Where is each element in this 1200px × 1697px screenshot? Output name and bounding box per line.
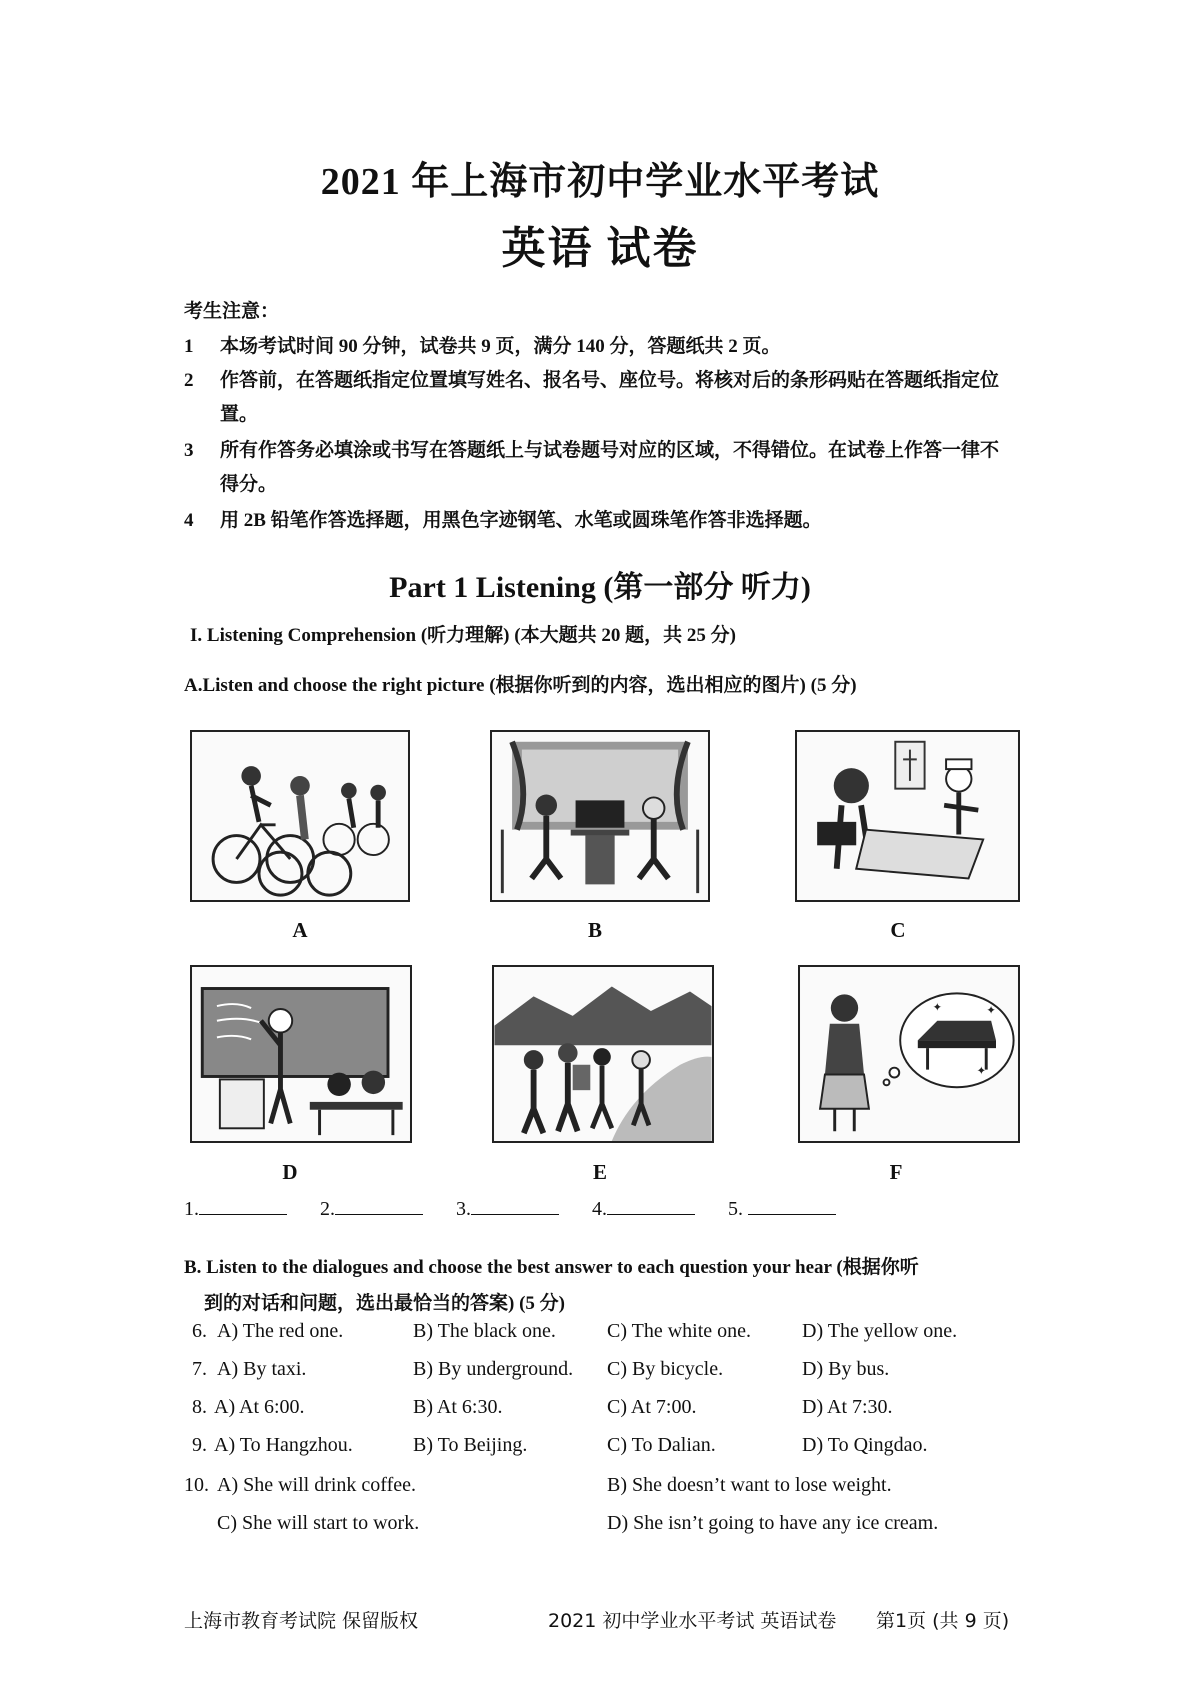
blank-item: 2.: [320, 1196, 423, 1221]
notice-heading: 考生注意：: [184, 301, 280, 322]
footer-copyright: 上海市教育考试院 保留版权: [184, 1610, 419, 1632]
question-number: 6.: [192, 1320, 207, 1342]
notice-text: 作答前，在答题纸指定位置填写姓名、报名号、座位号。将核对后的条形码贴在答题纸指定位置。: [220, 370, 1000, 425]
option-d: D) By bus.: [802, 1358, 890, 1380]
option-c: C) She will start to work.: [217, 1512, 420, 1534]
section-a-instruction: A.Listen and choose the right picture (根据你听到的内容，选出相应的图片) (5 分): [184, 675, 857, 696]
footer-exam-name: 2021 初中学业水平考试 英语试卷: [548, 1610, 837, 1632]
option-a: A) The red one.: [217, 1320, 344, 1342]
notice-text: 用 2B 铅笔作答选择题，用黑色字迹钢笔、水笔或圆珠笔作答非选择题。: [220, 510, 822, 531]
option-d: D) She isn’t going to have any ice cream.: [607, 1512, 939, 1534]
section-b-line-1: B. Listen to the dialogues and choose the best answer to each question your hear (根据你听: [184, 1257, 919, 1278]
section-b-line-2: 到的对话和问题，选出最恰当的答案) (5 分): [204, 1293, 565, 1314]
answer-blank-4[interactable]: [607, 1196, 695, 1215]
question-number: 8.: [192, 1396, 207, 1418]
option-d: D) At 7:30.: [802, 1396, 893, 1418]
option-a: A) To Hangzhou.: [214, 1434, 353, 1456]
picture-label-e: E: [592, 1160, 607, 1184]
option-b: B) By underground.: [413, 1358, 574, 1380]
picture-label-f: F: [889, 1160, 903, 1184]
option-b: B) She doesn’t want to lose weight.: [607, 1474, 892, 1496]
option-b: B) To Beijing.: [413, 1434, 528, 1456]
answer-blank-1[interactable]: [199, 1196, 287, 1215]
classroom-picture: [190, 965, 412, 1143]
answer-blank-3[interactable]: [471, 1196, 559, 1215]
answer-blank-2[interactable]: [335, 1196, 423, 1215]
option-c: C) At 7:00.: [607, 1396, 697, 1418]
doctor-visit-picture: [795, 730, 1020, 902]
exam-subtitle: 英语 试卷: [501, 224, 699, 273]
picture-label-a: A: [292, 918, 308, 942]
business-meeting-picture: [490, 730, 710, 902]
blank-item: 3.: [456, 1196, 559, 1221]
section-title: I. Listening Comprehension (听力理解) (本大题共 20 题，共 25 分): [190, 625, 736, 646]
option-b: B) The black one.: [413, 1320, 556, 1342]
blank-item: 1.: [184, 1196, 287, 1221]
notice-item-2: [184, 364, 1004, 432]
question-number: 10.: [184, 1474, 209, 1496]
question-number: 7.: [192, 1358, 207, 1380]
footer-page-number: 第1页 (共 9 页): [876, 1610, 1010, 1632]
section-b-instruction: [184, 1250, 1064, 1322]
option-d: D) To Qingdao.: [802, 1434, 928, 1456]
notice-number: 3: [184, 440, 194, 461]
notice-number: 4: [184, 510, 194, 531]
notice-number: 2: [184, 370, 194, 391]
question-number: 9.: [192, 1434, 207, 1456]
svg-text:✦: ✦: [986, 1003, 997, 1017]
notice-item-1: [184, 330, 1004, 364]
option-b: B) At 6:30.: [413, 1396, 503, 1418]
option-a: A) By taxi.: [217, 1358, 307, 1380]
svg-text:✦: ✦: [932, 1000, 943, 1014]
picture-label-b: B: [587, 918, 602, 942]
answer-blank-5[interactable]: [748, 1196, 836, 1215]
option-c: C) By bicycle.: [607, 1358, 724, 1380]
option-c: C) To Dalian.: [607, 1434, 716, 1456]
hiking-group-picture: [492, 965, 714, 1143]
blank-item: 4.: [592, 1196, 695, 1221]
option-d: D) The yellow one.: [802, 1320, 958, 1342]
notice-item-4: [184, 504, 1004, 538]
cyclists-picture: [190, 730, 410, 902]
answer-blanks: [184, 1196, 864, 1221]
exam-title: 2021 年上海市初中学业水平考试: [320, 161, 880, 203]
part-title: Part 1 Listening (第一部分 听力): [389, 571, 811, 604]
notice-item-3: [184, 434, 1004, 502]
notice-text: 本场考试时间 90 分钟，试卷共 9 页，满分 140 分，答题纸共 2 页。: [220, 336, 781, 357]
notice-number: 1: [184, 336, 194, 357]
option-a: A) She will drink coffee.: [217, 1474, 417, 1496]
notice-text: 所有作答务必填涂或书写在答题纸上与试卷题号对应的区域，不得错位。在试卷上作答一律不得分。: [220, 440, 1000, 495]
option-a: A) At 6:00.: [214, 1396, 305, 1418]
option-c: C) The white one.: [607, 1320, 752, 1342]
blank-item: 5.: [728, 1196, 836, 1221]
picture-label-c: C: [890, 918, 906, 942]
girl-dreaming-piano-picture: [798, 965, 1020, 1143]
picture-label-d: D: [282, 1160, 298, 1184]
svg-text:✦: ✦: [976, 1064, 987, 1078]
